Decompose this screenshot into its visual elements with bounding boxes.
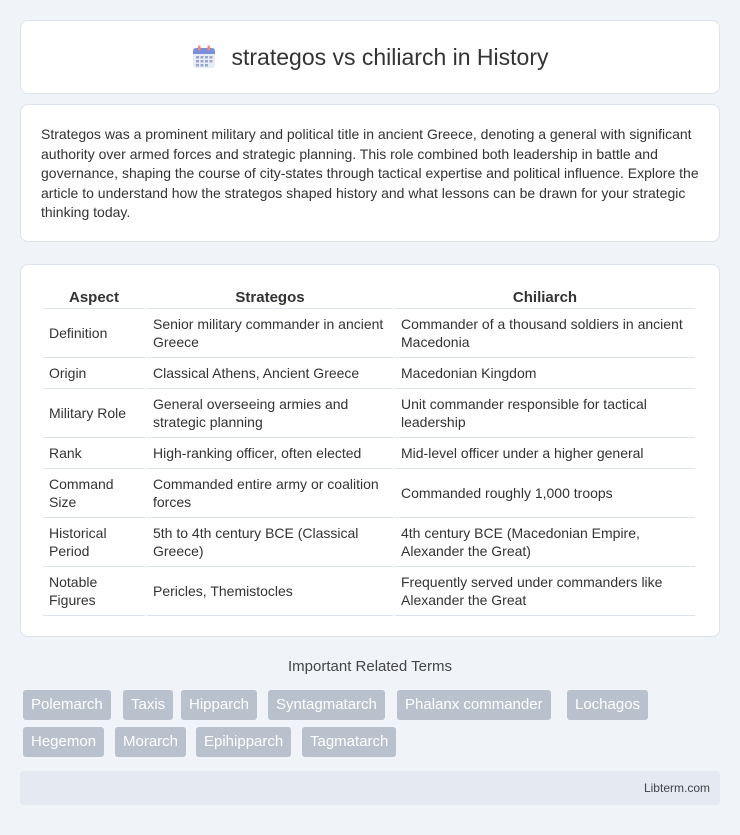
- footer: [20, 771, 720, 805]
- tag-epihipparch[interactable]: Epihipparch: [196, 727, 291, 757]
- aspect-cell: Historical Period: [43, 518, 145, 567]
- aspect-cell: Definition: [43, 309, 145, 358]
- table-row: [43, 358, 695, 389]
- strategos-cell: Commanded entire army or coalition forces: [147, 469, 393, 518]
- page-title: strategos vs chiliarch in History: [231, 43, 549, 70]
- table-row: [43, 309, 695, 358]
- tag-hegemon[interactable]: Hegemon: [23, 727, 104, 757]
- tag-lochagos[interactable]: Lochagos: [567, 690, 648, 720]
- aspect-cell: Command Size: [43, 469, 145, 518]
- footer-site-link[interactable]: Libterm.com: [643, 781, 710, 795]
- table-row: [43, 469, 695, 518]
- related-terms-title: Important Related Terms: [288, 658, 452, 675]
- column-header-aspect: Aspect: [43, 285, 145, 309]
- chiliarch-cell: 4th century BCE (Macedonian Empire, Alexander the Great): [395, 518, 695, 567]
- table-row: [43, 567, 695, 616]
- chiliarch-cell: Mid-level officer under a higher general: [395, 438, 695, 469]
- tag-tagmatarch[interactable]: Tagmatarch: [302, 727, 396, 757]
- table-row: [43, 389, 695, 438]
- intro-card: [20, 104, 720, 242]
- column-header-chiliarch: Chiliarch: [395, 285, 695, 309]
- strategos-cell: High-ranking officer, often elected: [147, 438, 393, 469]
- tag-morarch[interactable]: Morarch: [115, 727, 186, 757]
- aspect-cell: Notable Figures: [43, 567, 145, 616]
- tag-taxis[interactable]: Taxis: [123, 690, 173, 720]
- aspect-cell: Rank: [43, 438, 145, 469]
- chiliarch-cell: Frequently served under commanders like Alexander the Great: [395, 567, 695, 616]
- chiliarch-cell: Commanded roughly 1,000 troops: [395, 469, 695, 518]
- strategos-cell: General overseeing armies and strategic planning: [147, 389, 393, 438]
- strategos-cell: Senior military commander in ancient Greece: [147, 309, 393, 358]
- intro-text: Strategos was a prominent military and political title in ancient Greece, denoting a general with significant authority over armed forces and strategic planning. This role combined both leadership in battle and governance, shaping the course of city-states through tactical expertise and political influence. Explore the article to understand how the strategos shaped history and what lessons can be drawn for your strategic thinking today.: [41, 126, 699, 220]
- tag-phalanx-commander[interactable]: Phalanx commander: [397, 690, 551, 720]
- tag-syntagmatarch[interactable]: Syntagmatarch: [268, 690, 385, 720]
- table-header-row: [43, 285, 695, 309]
- column-header-strategos: Strategos: [147, 285, 393, 309]
- tag-hipparch[interactable]: Hipparch: [181, 690, 257, 720]
- chiliarch-cell: Unit commander responsible for tactical leadership: [395, 389, 695, 438]
- strategos-cell: Classical Athens, Ancient Greece: [147, 358, 393, 389]
- chiliarch-cell: Macedonian Kingdom: [395, 358, 695, 389]
- table-row: [43, 438, 695, 469]
- tag-polemarch[interactable]: Polemarch: [23, 690, 111, 720]
- aspect-cell: Military Role: [43, 389, 145, 438]
- title-card: [20, 20, 720, 94]
- calendar-icon: [192, 45, 216, 69]
- aspect-cell: Origin: [43, 358, 145, 389]
- table-row: [43, 518, 695, 567]
- comparison-table-card: [20, 264, 720, 637]
- strategos-cell: 5th to 4th century BCE (Classical Greece): [147, 518, 393, 567]
- chiliarch-cell: Commander of a thousand soldiers in ancient Macedonia: [395, 309, 695, 358]
- comparison-table: [41, 285, 697, 616]
- strategos-cell: Pericles, Themistocles: [147, 567, 393, 616]
